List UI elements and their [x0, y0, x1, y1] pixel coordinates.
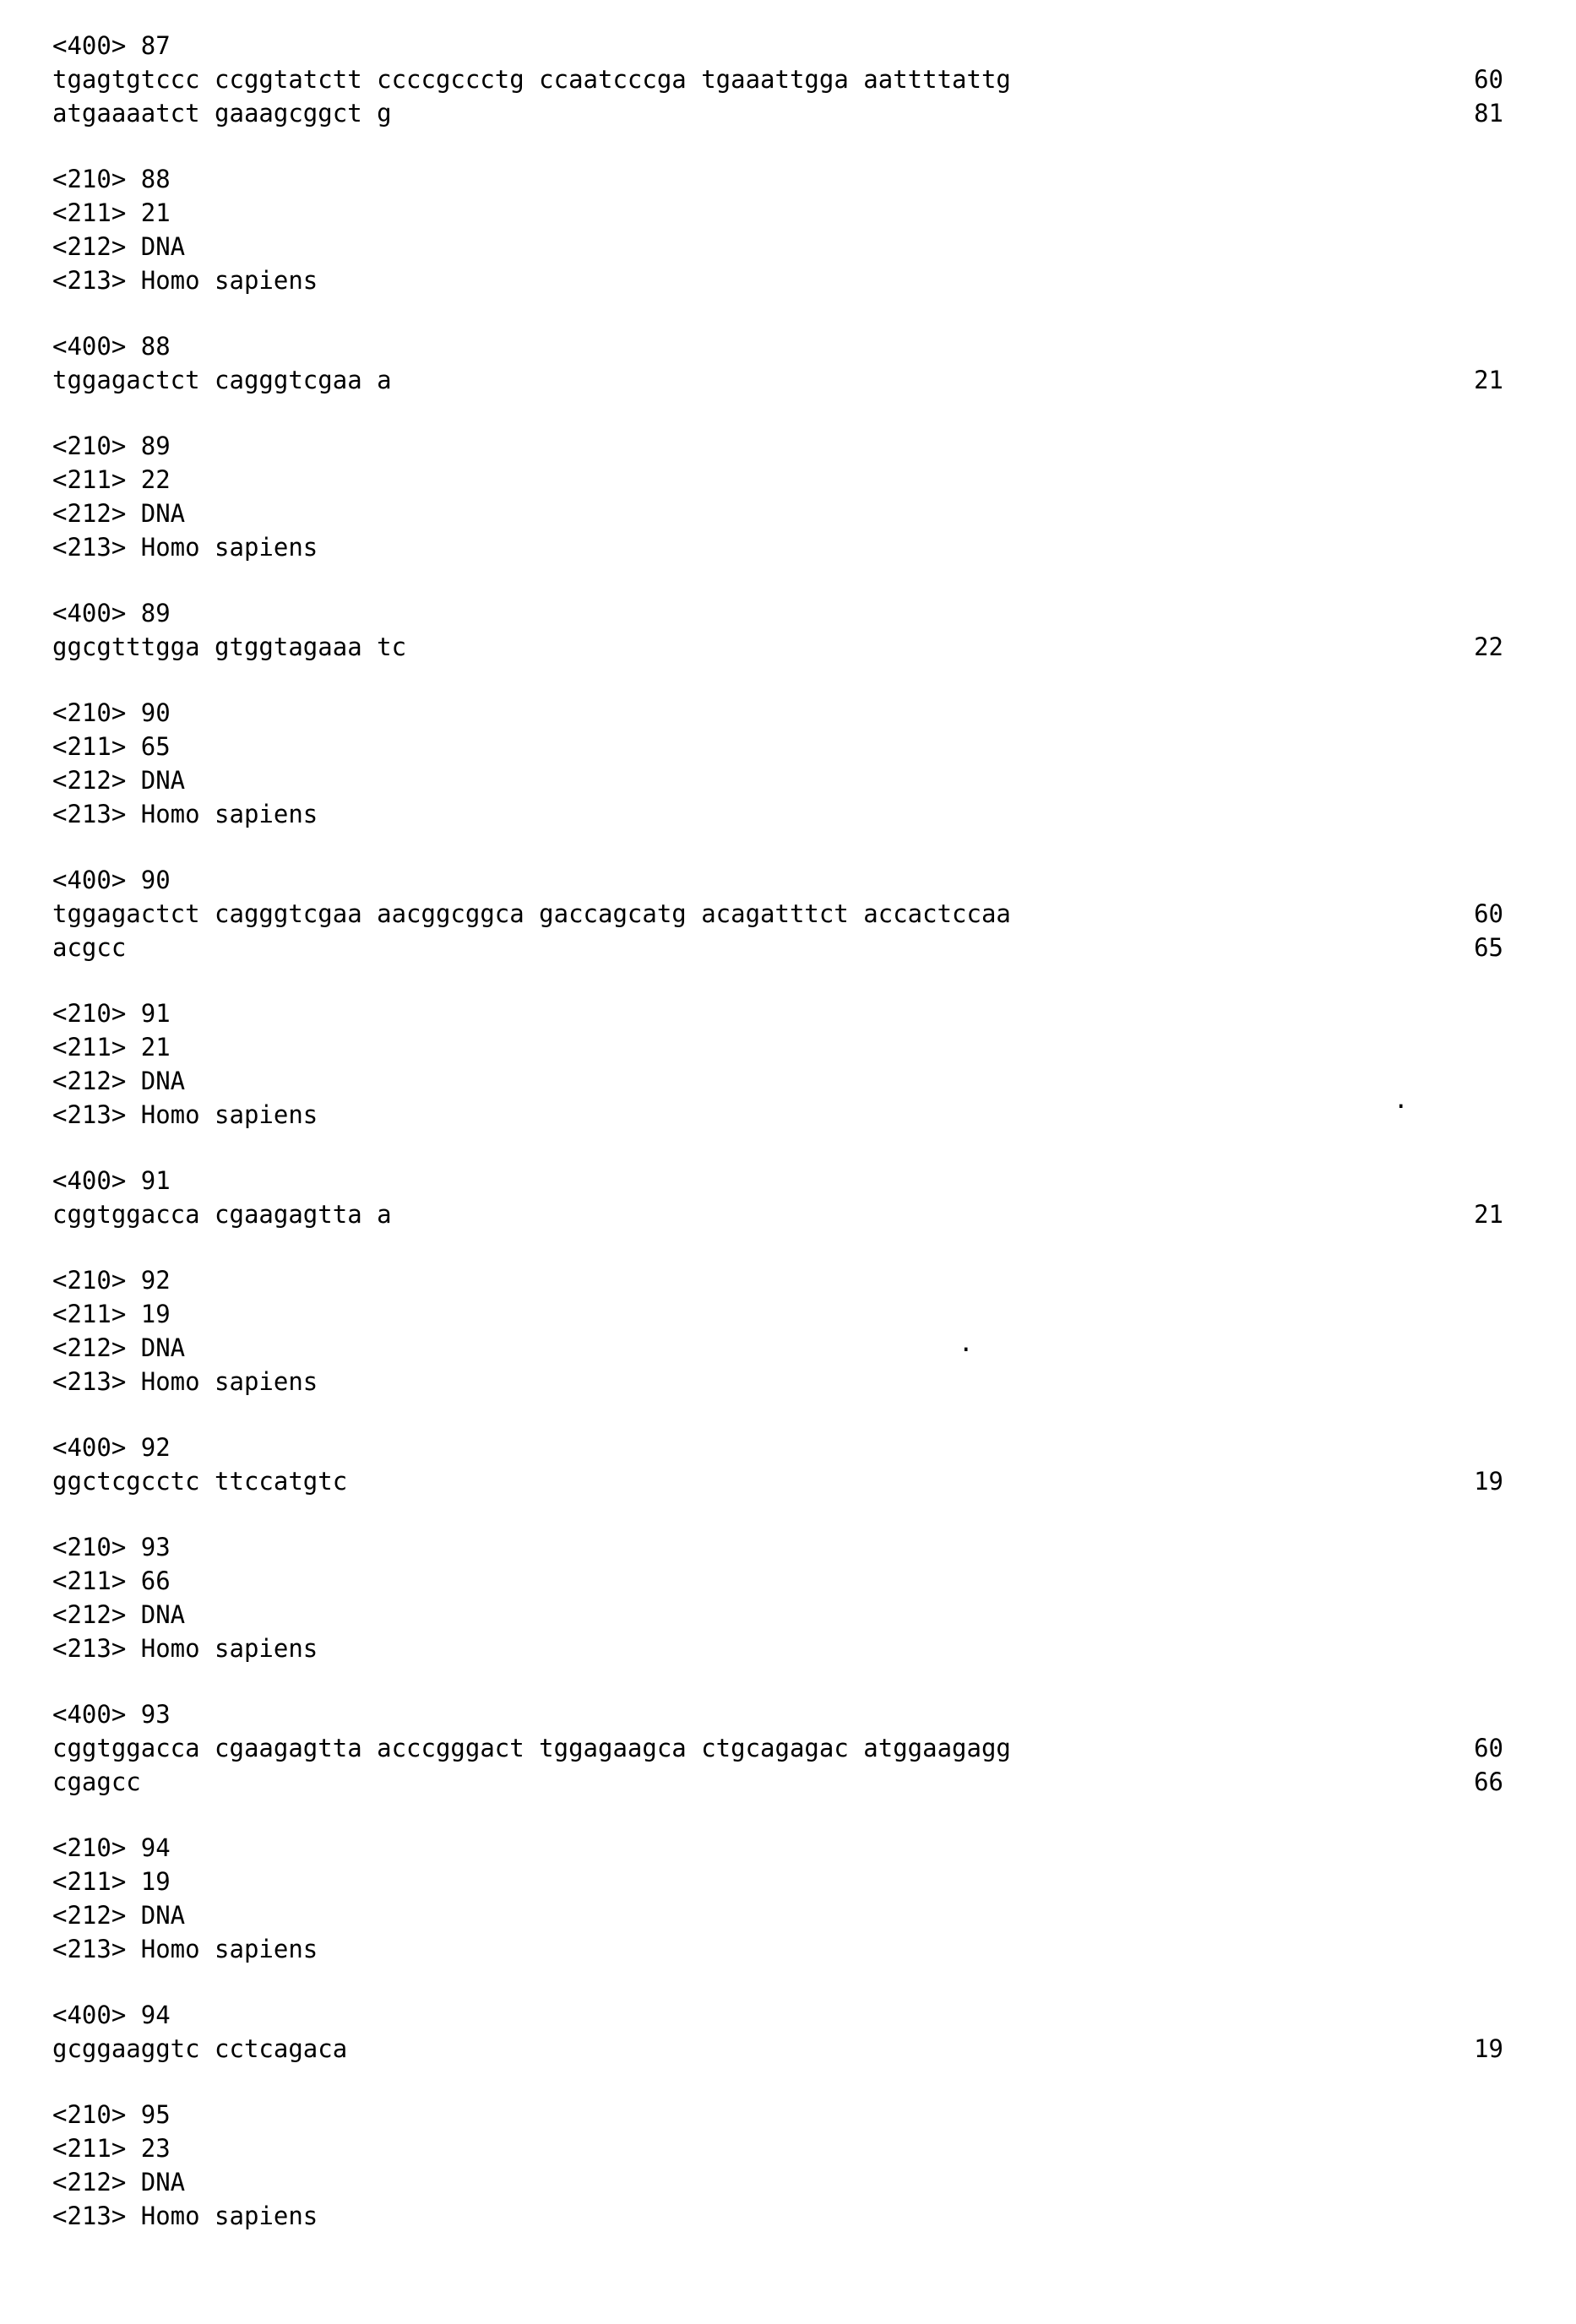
sequence-line — [52, 897, 1503, 931]
metadata-line: <211> 66 — [52, 1567, 171, 1595]
sequence-text: cggtggacca cgaagagtta acccgggact tggagaagca ctgcagagac atggaagagg — [52, 1734, 1011, 1762]
sequence-position: 60 — [1474, 65, 1503, 94]
metadata-block — [52, 2098, 1503, 2233]
sequence-text: cgagcc — [52, 1767, 141, 1796]
sequence-block — [52, 29, 1503, 130]
sequence-line — [52, 1197, 1503, 1231]
sequence-line — [52, 1765, 1503, 1799]
metadata-line: <210> 92 — [52, 1266, 171, 1295]
sequence-listing-body — [52, 29, 1503, 2233]
metadata-block — [52, 996, 1503, 1132]
metadata-line: <212> DNA — [52, 232, 186, 261]
metadata-line: <213> Homo sapiens — [52, 800, 318, 828]
sequence-position: 19 — [1474, 2034, 1503, 2063]
stray-mark: . — [959, 1328, 974, 1357]
sequence-position: 19 — [1474, 1467, 1503, 1496]
sequence-block — [52, 1998, 1503, 2066]
sequence-header: <400> 93 — [52, 1700, 171, 1729]
metadata-line: <213> Homo sapiens — [52, 1634, 318, 1663]
sequence-line — [52, 363, 1503, 397]
sequence-header: <400> 90 — [52, 866, 171, 894]
metadata-block — [52, 696, 1503, 831]
sequence-block — [52, 329, 1503, 397]
sequence-text: cggtggacca cgaagagtta a — [52, 1200, 392, 1229]
sequence-block — [52, 1697, 1503, 1799]
stray-mark: . — [1394, 1085, 1409, 1114]
metadata-line: <210> 94 — [52, 1833, 171, 1862]
sequence-header: <400> 94 — [52, 2001, 171, 2029]
sequence-text: tgagtgtccc ccggtatctt ccccgccctg ccaatcccga tgaaattgga aattttattg — [52, 65, 1011, 94]
sequence-header: <400> 89 — [52, 599, 171, 627]
sequence-position: 65 — [1474, 933, 1503, 962]
metadata-line: <212> DNA — [52, 1901, 186, 1930]
sequence-text: tggagactct cagggtcgaa a — [52, 366, 392, 394]
sequence-position: 22 — [1474, 633, 1503, 661]
sequence-position: 60 — [1474, 1734, 1503, 1762]
sequence-position: 81 — [1474, 99, 1503, 128]
metadata-block — [52, 1263, 1503, 1398]
sequence-line — [52, 96, 1503, 130]
metadata-line: <211> 21 — [52, 198, 171, 227]
metadata-line: <213> Homo sapiens — [52, 1367, 318, 1396]
sequence-text: ggcgtttgga gtggtagaaa tc — [52, 633, 407, 661]
sequence-header: <400> 92 — [52, 1433, 171, 1462]
sequence-line — [52, 630, 1503, 664]
sequence-header: <400> 91 — [52, 1166, 171, 1195]
sequence-text: tggagactct cagggtcgaa aacggcggca gaccagcatg acagatttct accactccaa — [52, 899, 1011, 928]
metadata-line: <210> 93 — [52, 1533, 171, 1561]
metadata-line: <211> 19 — [52, 1300, 171, 1328]
metadata-line: <211> 65 — [52, 732, 171, 761]
metadata-line: <213> Homo sapiens — [52, 1935, 318, 1963]
sequence-text: gcggaaggtc cctcagaca — [52, 2034, 348, 2063]
sequence-line — [52, 2032, 1503, 2066]
metadata-block — [52, 1530, 1503, 1665]
sequence-block — [52, 1431, 1503, 1498]
metadata-line: <211> 21 — [52, 1033, 171, 1062]
metadata-line: <210> 88 — [52, 165, 171, 193]
metadata-line: <212> DNA — [52, 2168, 186, 2196]
sequence-text: ggctcgcctc ttccatgtc — [52, 1467, 348, 1496]
metadata-line: <212> DNA — [52, 766, 186, 795]
metadata-line: <210> 91 — [52, 999, 171, 1028]
metadata-line: <211> 22 — [52, 465, 171, 494]
sequence-block — [52, 863, 1503, 964]
metadata-line: <210> 95 — [52, 2100, 171, 2129]
sequence-position: 21 — [1474, 1200, 1503, 1229]
metadata-line: <212> DNA — [52, 499, 186, 528]
sequence-block — [52, 596, 1503, 664]
metadata-line: <212> DNA — [52, 1067, 186, 1095]
sequence-position: 60 — [1474, 899, 1503, 928]
metadata-line: <212> DNA — [52, 1333, 186, 1362]
metadata-block — [52, 162, 1503, 297]
sequence-header: <400> 87 — [52, 31, 171, 60]
metadata-line: <210> 89 — [52, 432, 171, 460]
metadata-line: <210> 90 — [52, 698, 171, 727]
sequence-header: <400> 88 — [52, 332, 171, 361]
metadata-block — [52, 429, 1503, 564]
sequence-text: acgcc — [52, 933, 127, 962]
metadata-line: <213> Homo sapiens — [52, 1100, 318, 1129]
sequence-position: 21 — [1474, 366, 1503, 394]
metadata-line: <213> Homo sapiens — [52, 2202, 318, 2230]
metadata-line: <212> DNA — [52, 1600, 186, 1629]
metadata-block — [52, 1831, 1503, 1966]
sequence-line — [52, 1731, 1503, 1765]
sequence-line — [52, 931, 1503, 964]
sequence-text: atgaaaatct gaaagcggct g — [52, 99, 392, 128]
sequence-line — [52, 62, 1503, 96]
metadata-line: <213> Homo sapiens — [52, 266, 318, 295]
metadata-line: <211> 19 — [52, 1867, 171, 1896]
sequence-line — [52, 1464, 1503, 1498]
sequence-block — [52, 1164, 1503, 1231]
metadata-line: <211> 23 — [52, 2134, 171, 2163]
metadata-line: <213> Homo sapiens — [52, 533, 318, 562]
sequence-position: 66 — [1474, 1767, 1503, 1796]
